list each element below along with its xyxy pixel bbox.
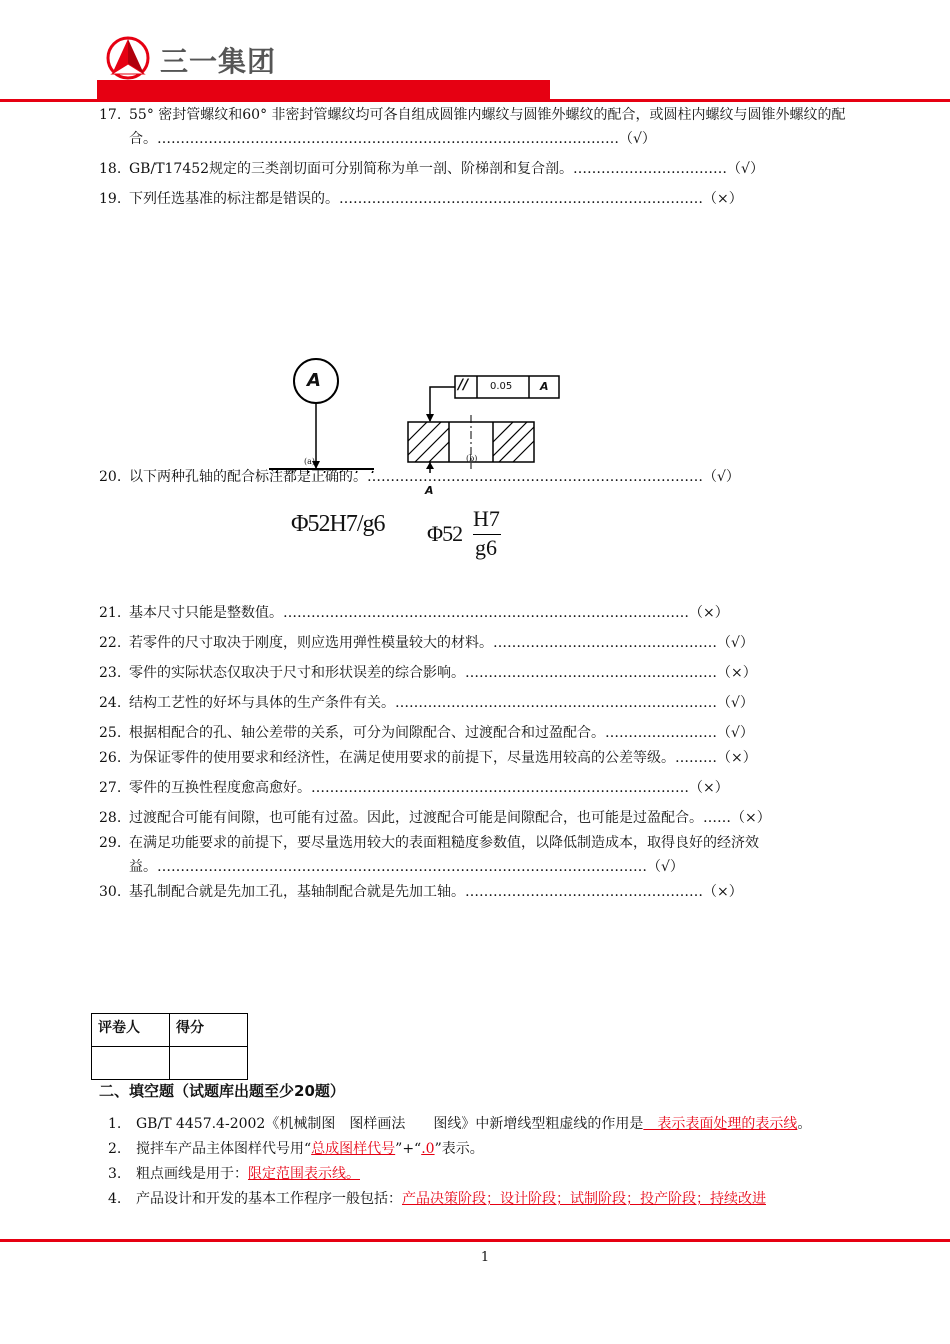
footer-red-line	[0, 1239, 950, 1242]
datum-a-letter: A	[307, 370, 321, 391]
question-27: 27. 零件的互换性程度愈高愈好。………………………………………………………………………（×）	[99, 780, 729, 796]
datum-drawing	[99, 211, 871, 473]
fit-inline: Φ52H7/g6	[291, 511, 385, 537]
page-header	[0, 0, 950, 104]
fill-question-4: 4. 产品设计和开发的基本工作程序一般包括：产品决策阶段；设计阶段；试制阶段；投产阶段；持续改进	[108, 1191, 766, 1207]
question-26: 26. 为保证零件的使用要求和经济性，在满足使用要求的前提下，尽量选用较高的公差等级。………（×）	[99, 750, 757, 766]
header-red-bar	[97, 80, 550, 99]
tolerance-value: 0.05	[490, 381, 513, 392]
judgement-questions	[99, 103, 871, 904]
question-25: 25. 根据相配合的孔、轴公差带的关系，可分为间隙配合、过渡配合和过盈配合。……………………（√）	[99, 725, 754, 741]
section-title: 二、填空题（试题库出题至少20题）	[99, 1082, 345, 1100]
sany-logo-icon	[104, 36, 152, 80]
answer-1: 表示表面处理的表示线	[643, 1116, 798, 1132]
answer-3: 限定范围表示线。	[248, 1166, 360, 1182]
brand-name: 三一集团	[160, 45, 277, 78]
question-20: 20. 以下两种孔轴的配合标注都是正确的。………………………………………………………………（√）	[99, 469, 740, 485]
question-21: 21. 基本尺寸只能是整数值。……………………………………………………………………………（×）	[99, 605, 729, 621]
question-30: 30. 基孔制配合就是先加工孔，基轴制配合就是先加工轴。……………………………………………（×）	[99, 884, 743, 900]
answer-2b: .0	[421, 1141, 435, 1157]
question-17: 17. 55° 密封管螺纹和60° 非密封管螺纹均可各自组成圆锥内螺纹与圆锥外螺纹的配合，或圆柱内螺纹与圆锥外螺纹的配合。………………………………………………………………………………………（√）	[99, 107, 846, 147]
fit-numerator: H7	[473, 506, 500, 531]
tolerance-symbol: //	[458, 377, 469, 393]
score-header: 得分	[170, 1014, 248, 1047]
tolerance-datum: A	[540, 380, 549, 393]
answer-2a: 总成图样代号	[311, 1141, 396, 1157]
header-red-line	[0, 99, 950, 102]
fill-question-1: 1. GB/T 4457.4-2002《机械制图 图样画法 图线》中新增线型粗虚线的作用是 表示表面处理的表示线。	[108, 1116, 812, 1132]
fill-question-2: 2. 搅拌车产品主体图样代号用“总成图样代号”+“.0”表示。	[108, 1141, 484, 1157]
score-table	[91, 1013, 248, 1080]
question-29: 29. 在满足功能要求的前提下，要尽量选用较大的表面粗糙度参数值，以降低制造成本，取得良好的经济效益。……………………………………………………………………………………………（√）	[99, 835, 759, 875]
fit-notation-figure	[99, 489, 871, 589]
fit-denominator: g6	[475, 535, 497, 560]
caption-a: (a)	[304, 457, 316, 466]
question-18: 18. GB/T17452规定的三类剖切面可分别简称为单一剖、阶梯剖和复合剖。……………………………（√）	[99, 161, 764, 177]
fill-questions	[108, 1112, 870, 1212]
question-28: 28. 过渡配合可能有间隙，也可能有过盈。因此，过渡配合可能是间隙配合，也可能是过盈配合。……（×）	[99, 810, 771, 826]
question-24: 24. 结构工艺性的好坏与具体的生产条件有关。……………………………………………………………（√）	[99, 695, 754, 711]
question-19: 19. 下列任选基准的标注都是错误的。……………………………………………………………………（×）	[99, 191, 743, 207]
fit-prefix: Φ52	[427, 521, 463, 546]
grader-header: 评卷人	[92, 1014, 170, 1047]
fill-question-3: 3. 粗点画线是用于：限定范围表示线。	[108, 1166, 360, 1182]
question-22: 22. 若零件的尺寸取决于刚度，则应选用弹性模量较大的材料。…………………………………………（√）	[99, 635, 754, 651]
question-23: 23. 零件的实际状态仅取决于尺寸和形状误差的综合影响。………………………………………………（×）	[99, 665, 757, 681]
caption-b: (b)	[466, 454, 478, 463]
datum-b-letter: A	[425, 484, 434, 497]
score-cell[interactable]	[170, 1047, 248, 1080]
answer-4: 产品决策阶段；设计阶段；试制阶段；投产阶段；持续改进	[402, 1191, 766, 1207]
grader-cell[interactable]	[92, 1047, 170, 1080]
page-number: 1	[480, 1250, 490, 1265]
